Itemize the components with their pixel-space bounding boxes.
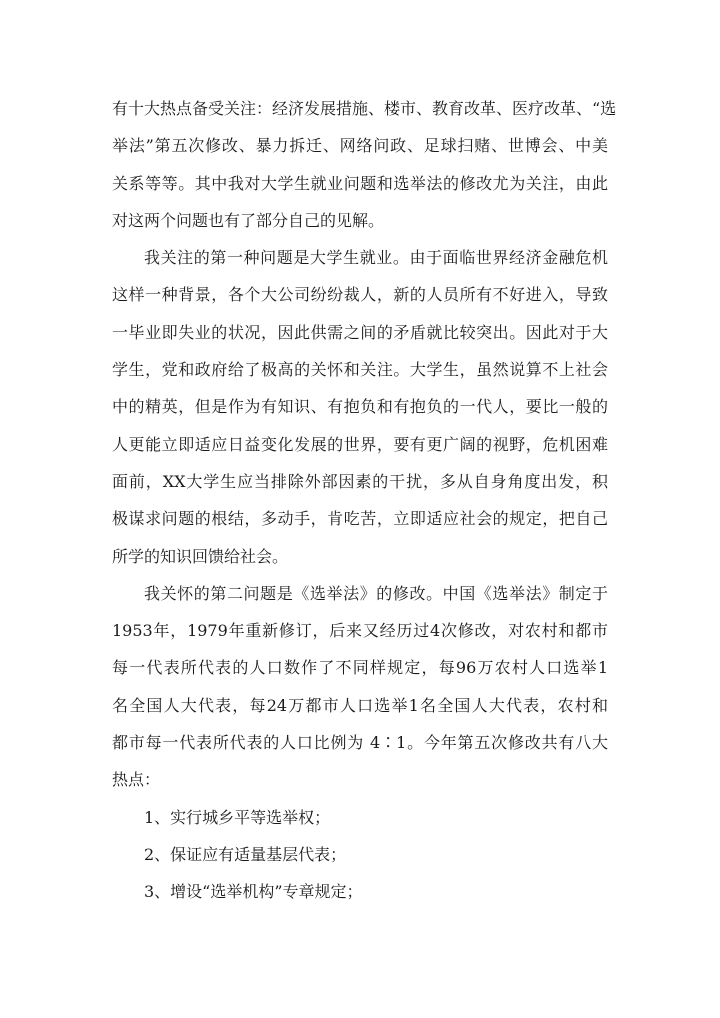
text-line: 热点：: [112, 770, 161, 790]
text-line: 名全国人大代表，每24万都市人口选举1名全国人大代表，农村和: [112, 695, 608, 715]
text-line: 1953年，1979年重新修订，后来又经历过4次修改，对农村和都市: [112, 621, 608, 641]
text-line: 关系等等。其中我对大学生就业问题和选举法的修改尤为关注，由此: [112, 173, 608, 193]
paragraph-first-line: 我关注的第一种问题是大学生就业。由于面临世界经济金融危机: [144, 248, 608, 268]
text-line: 学生，党和政府给了极高的关怀和关注。大学生，虽然说算不上社会: [112, 360, 608, 380]
text-line: 有十大热点备受关注：经济发展措施、楼市、教育改革、医疗改革、“选: [112, 99, 617, 118]
text-line: 一毕业即失业的状况，因此供需之间的矛盾就比较突出。因此对于大: [112, 322, 608, 342]
text-line: 每一代表所代表的人口数作了不同样规定，每96万农村人口选举1: [112, 658, 608, 678]
list-item: 1、实行城乡平等选举权；: [144, 807, 331, 827]
paragraph-first-line: 我关怀的第二问题是《选举法》的修改。中国《选举法》制定于: [144, 583, 608, 603]
text-line: 面前，XX大学生应当排除外部因素的干扰，多从自身角度出发，积: [112, 471, 608, 491]
text-line: 所学的知识回馈给社会。: [112, 546, 289, 566]
text-line: 人更能立即适应日益变化发展的世界，要有更广阔的视野，危机困难: [112, 434, 608, 454]
text-line: 都市每一代表所代表的人口比例为 4∶1。今年第五次修改共有八大: [112, 733, 608, 753]
document-body: [112, 90, 617, 911]
list-item: 2、保证应有适量基层代表；: [144, 844, 347, 864]
text-line: 中的精英，但是作为有知识、有抱负和有抱负的一代人，要比一般的: [112, 397, 608, 417]
text-line: 极谋求问题的根结，多动手，肯吃苦，立即适应社会的规定，把自己: [112, 509, 608, 529]
text-line: 这样一种背景，各个大公司纷纷裁人，新的人员所有不好进入，导致: [112, 285, 608, 305]
list-item: 3、增设“选举机构”专章规定；: [144, 882, 363, 902]
text-line: 对这两个问题也有了部分自己的见解。: [112, 210, 385, 230]
text-line: 举法”第五次修改、暴力拆迁、网络问政、足球扫赌、世博会、中美: [112, 136, 608, 156]
